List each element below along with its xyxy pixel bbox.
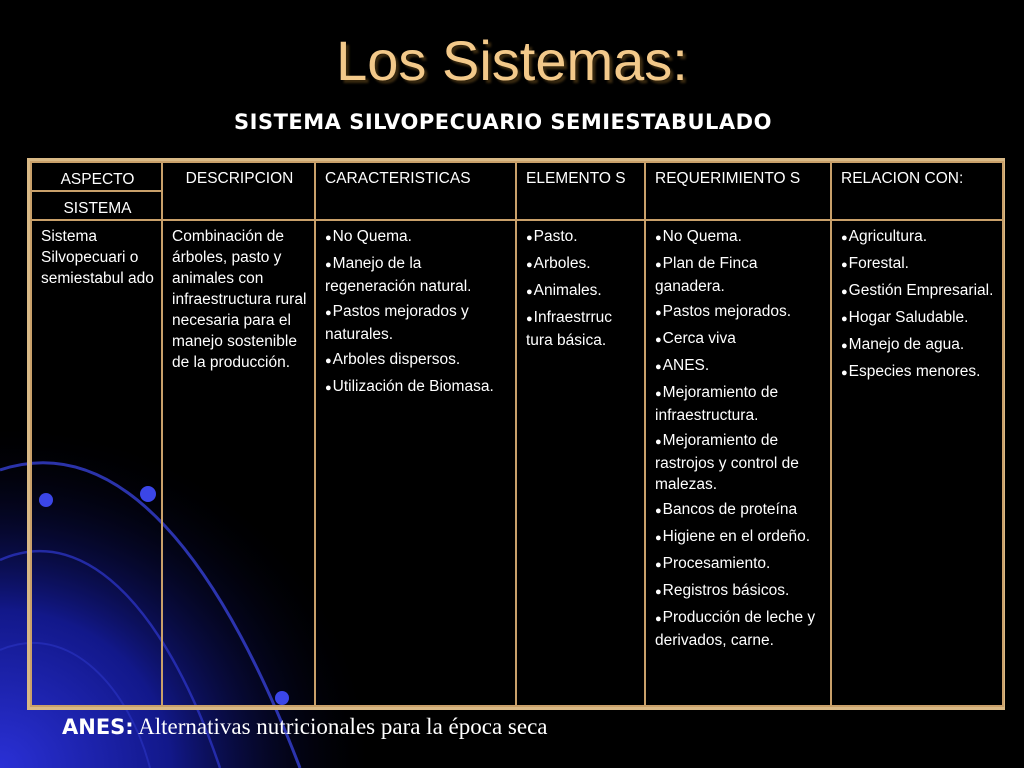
list-item: ● ANES.: [655, 355, 823, 378]
header-sistema: SISTEMA: [31, 191, 162, 220]
list-item: ● Hogar Saludable.: [841, 307, 995, 330]
cell-descripcion: Combinación de árboles, pasto y animales con infraestructura rural necesaria para el manejo sostenible de la producción.: [162, 220, 315, 706]
list-item: ● No Quema.: [325, 226, 508, 249]
cell-aspecto: Sistema Silvopecuari o semiestabul ado: [31, 220, 162, 706]
header-descripcion: DESCRIPCION: [162, 162, 315, 220]
list-item: ● Producción de leche y derivados, carne.: [655, 607, 823, 651]
list-item: ● Pasto.: [526, 226, 637, 249]
footer-label: ANES:: [62, 715, 134, 739]
header-elementos: ELEMENTO S: [516, 162, 645, 220]
list-item: ● No Quema.: [655, 226, 823, 249]
list-item: ● Mejoramiento de rastrojos y control de malezas.: [655, 430, 823, 495]
system-table-grid: [30, 161, 1004, 707]
list-item: ● Manejo de agua.: [841, 334, 995, 357]
cell-caracteristicas: [315, 220, 516, 706]
cell-requerimientos: [645, 220, 831, 706]
cell-elementos: [516, 220, 645, 706]
list-item: ● Infraestrruc tura básica.: [526, 307, 637, 351]
page-subtitle: SISTEMA SILVOPECUARIO SEMIESTABULADO: [234, 110, 772, 134]
page-title: Los Sistemas:: [336, 29, 688, 92]
footer-text: Alternativas nutricionales para la época seca: [138, 714, 548, 739]
list-item: ● Arboles dispersos.: [325, 349, 508, 372]
list-item: ● Cerca viva: [655, 328, 823, 351]
list-item: ● Arboles.: [526, 253, 637, 276]
list-item: ● Manejo de la regeneración natural.: [325, 253, 508, 297]
list-item: ● Agricultura.: [841, 226, 995, 249]
header-relacion: RELACION CON:: [831, 162, 1003, 220]
cell-relacion: [831, 220, 1003, 706]
list-item: ● Registros básicos.: [655, 580, 823, 603]
list-item: ● Pastos mejorados.: [655, 301, 823, 324]
header-requerimientos: REQUERIMIENTO S: [645, 162, 831, 220]
system-table: [27, 158, 1005, 710]
header-row-1: [31, 162, 1003, 191]
list-item: ● Higiene en el ordeño.: [655, 526, 823, 549]
header-aspecto: ASPECTO: [31, 162, 162, 191]
list-item: ● Procesamiento.: [655, 553, 823, 576]
list-item: ● Forestal.: [841, 253, 995, 276]
list-item: ● Especies menores.: [841, 361, 995, 384]
header-caracteristicas: CARACTERISTICAS: [315, 162, 516, 220]
list-item: ● Pastos mejorados y naturales.: [325, 301, 508, 345]
list-item: ● Bancos de proteína: [655, 499, 823, 522]
list-item: ● Plan de Finca ganadera.: [655, 253, 823, 297]
list-item: ● Gestión Empresarial.: [841, 280, 995, 303]
list-item: ● Mejoramiento de infraestructura.: [655, 382, 823, 426]
footer-note: [62, 714, 547, 740]
list-item: ● Utilización de Biomasa.: [325, 376, 508, 399]
list-item: ● Animales.: [526, 280, 637, 303]
table-row: [31, 220, 1003, 706]
